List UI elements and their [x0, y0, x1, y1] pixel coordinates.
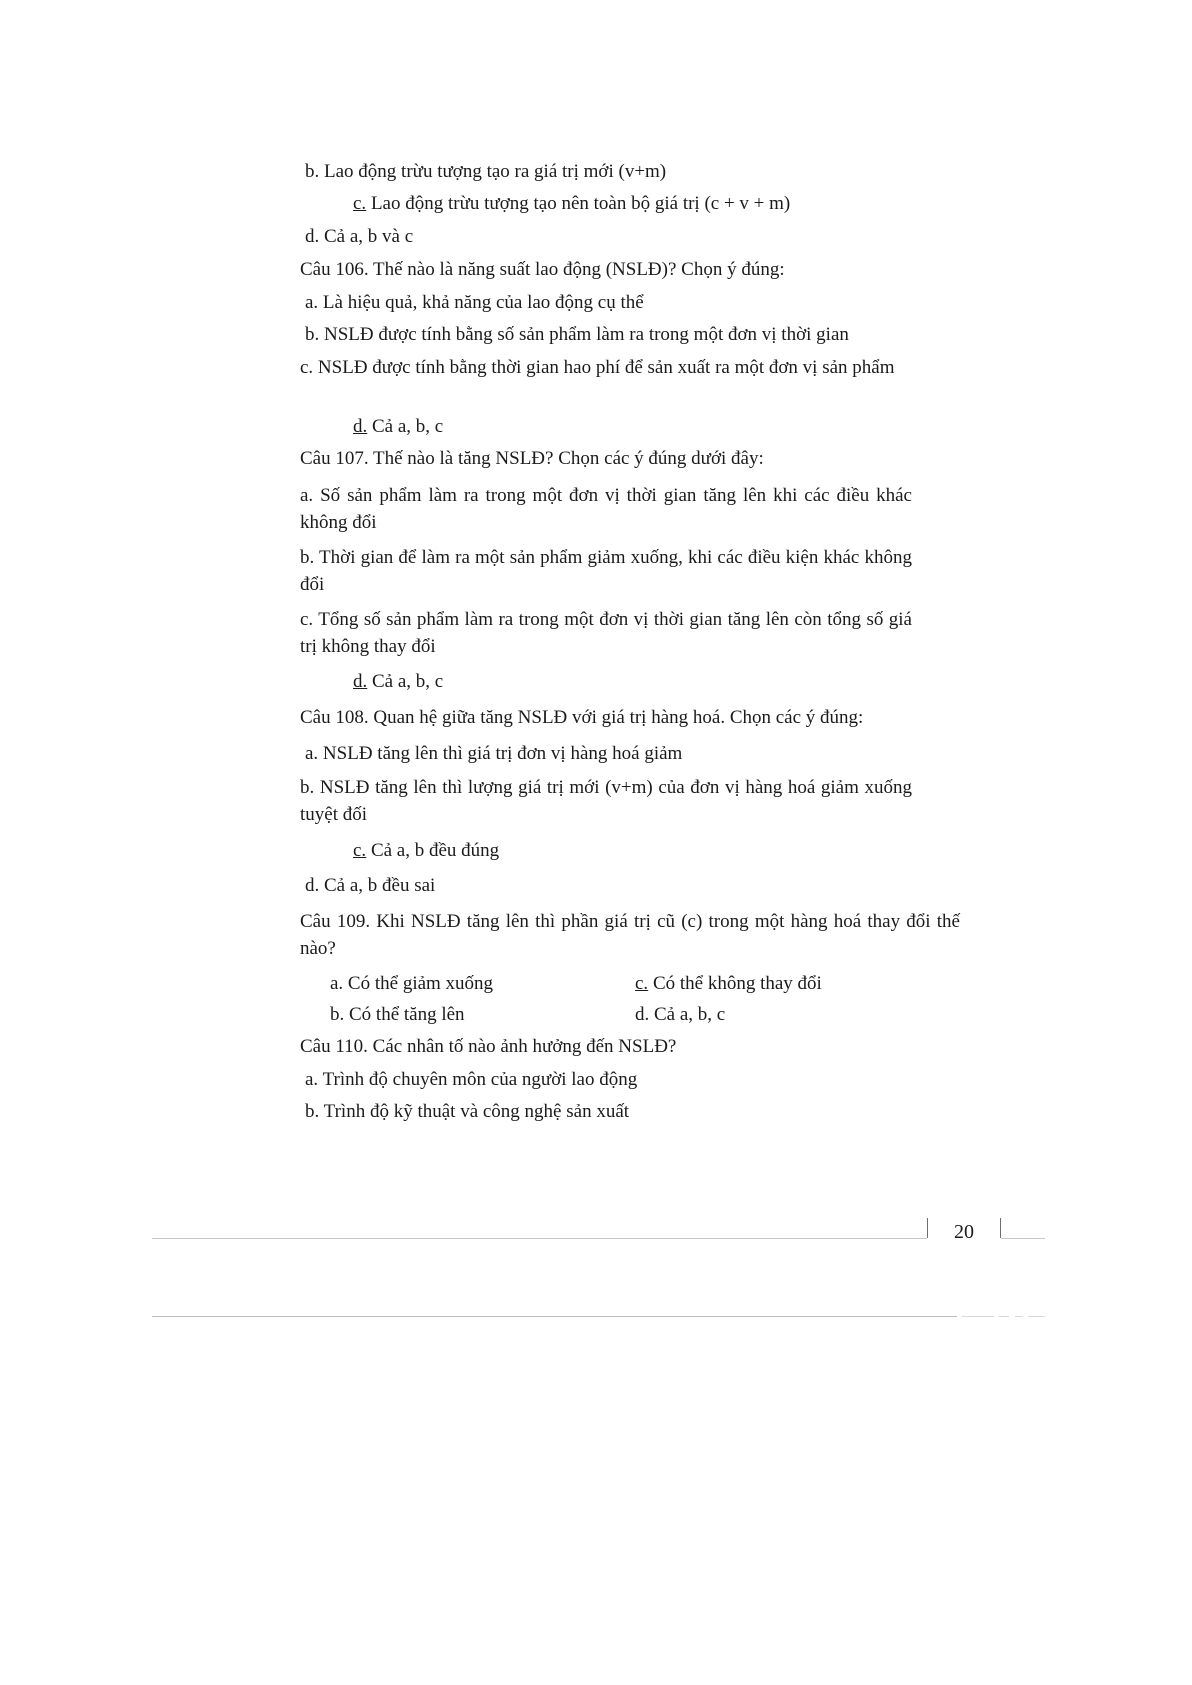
- option-108-b: b. NSLĐ tăng lên thì lượng giá trị mới (v+m) của đơn vị hàng hoá giảm xuống tuyệt đối: [300, 777, 912, 825]
- option-text: Có thể không thay đổi: [648, 973, 822, 994]
- question-110: Câu 110. Các nhân tố nào ảnh hưởng đến NSLĐ?: [300, 1036, 677, 1057]
- option-107-c: c. Tổng số sản phẩm làm ra trong một đơn vị thời gian tăng lên còn tổng số giá trị không thay đổi: [300, 609, 912, 657]
- option-text: Cả a, b, c: [367, 671, 444, 692]
- option-105-b: b. Lao động trừu tượng tạo ra giá trị mới (v+m): [305, 161, 667, 182]
- option-106-d: [353, 413, 443, 440]
- question-106: Câu 106. Thế nào là năng suất lao động (NSLĐ)? Chọn ý đúng:: [300, 259, 785, 280]
- bottom-rule: [152, 1316, 957, 1317]
- footer-rule-left: [152, 1238, 927, 1239]
- question-108: Câu 108. Quan hệ giữa tăng NSLĐ với giá trị hàng hoá. Chọn các ý đúng:: [300, 707, 864, 728]
- option-105-c: [353, 190, 790, 217]
- option-106-a: a. Là hiệu quả, khả năng của lao động cụ thể: [305, 292, 644, 313]
- question-109: Câu 109. Khi NSLĐ tăng lên thì phần giá trị cũ (c) trong một hàng hoá thay đổi thế nào?: [300, 911, 960, 959]
- option-109-c: [635, 970, 822, 997]
- option-109-a: a. Có thể giảm xuống: [330, 973, 494, 994]
- option-108-c: [353, 837, 499, 864]
- option-107-b: b. Thời gian để làm ra một sản phẩm giảm xuống, khi các điều kiện khác không đổi: [300, 547, 912, 595]
- option-text: Lao động trừu tượng tạo nên toàn bộ giá trị (c + v + m): [366, 193, 791, 214]
- option-110-b: b. Trình độ kỹ thuật và công nghệ sản xuất: [305, 1101, 630, 1122]
- option-109-b: b. Có thể tăng lên: [330, 1004, 465, 1025]
- option-108-a: a. NSLĐ tăng lên thì giá trị đơn vị hàng hoá giảm: [305, 743, 683, 764]
- option-105-d: d. Cả a, b và c: [305, 226, 414, 247]
- option-110-a: a. Trình độ chuyên môn của người lao động: [305, 1069, 638, 1090]
- answer-marker: c.: [635, 973, 649, 994]
- option-107-a: a. Số sản phẩm làm ra trong một đơn vị thời gian tăng lên khi các điều khác không đổi: [300, 485, 912, 533]
- page-number: 20: [954, 1221, 974, 1243]
- option-106-b: b. NSLĐ được tính bằng số sản phẩm làm ra trong một đơn vị thời gian: [305, 324, 849, 345]
- bottom-rule-dash: [1028, 1316, 1045, 1317]
- bottom-rule-dash: [962, 1316, 994, 1317]
- answer-marker: c.: [353, 193, 367, 214]
- question-107: Câu 107. Thế nào là tăng NSLĐ? Chọn các ý đúng dưới đây:: [300, 448, 764, 469]
- option-108-d: d. Cả a, b đều sai: [305, 875, 436, 896]
- answer-marker: c.: [353, 840, 367, 861]
- footer-rule-right: [1001, 1238, 1045, 1239]
- answer-marker: d.: [353, 416, 368, 437]
- option-text: Cả a, b, c: [367, 416, 444, 437]
- bottom-rule-dash: [999, 1316, 1009, 1317]
- option-109-d: d. Cả a, b, c: [635, 1004, 726, 1025]
- option-107-d: [353, 668, 443, 695]
- option-106-c: c. NSLĐ được tính bằng thời gian hao phí để sản xuất ra một đơn vị sản phẩm: [300, 357, 895, 378]
- answer-marker: d.: [353, 671, 368, 692]
- bottom-rule-dash: [1015, 1316, 1023, 1317]
- option-text: Cả a, b đều đúng: [366, 840, 500, 861]
